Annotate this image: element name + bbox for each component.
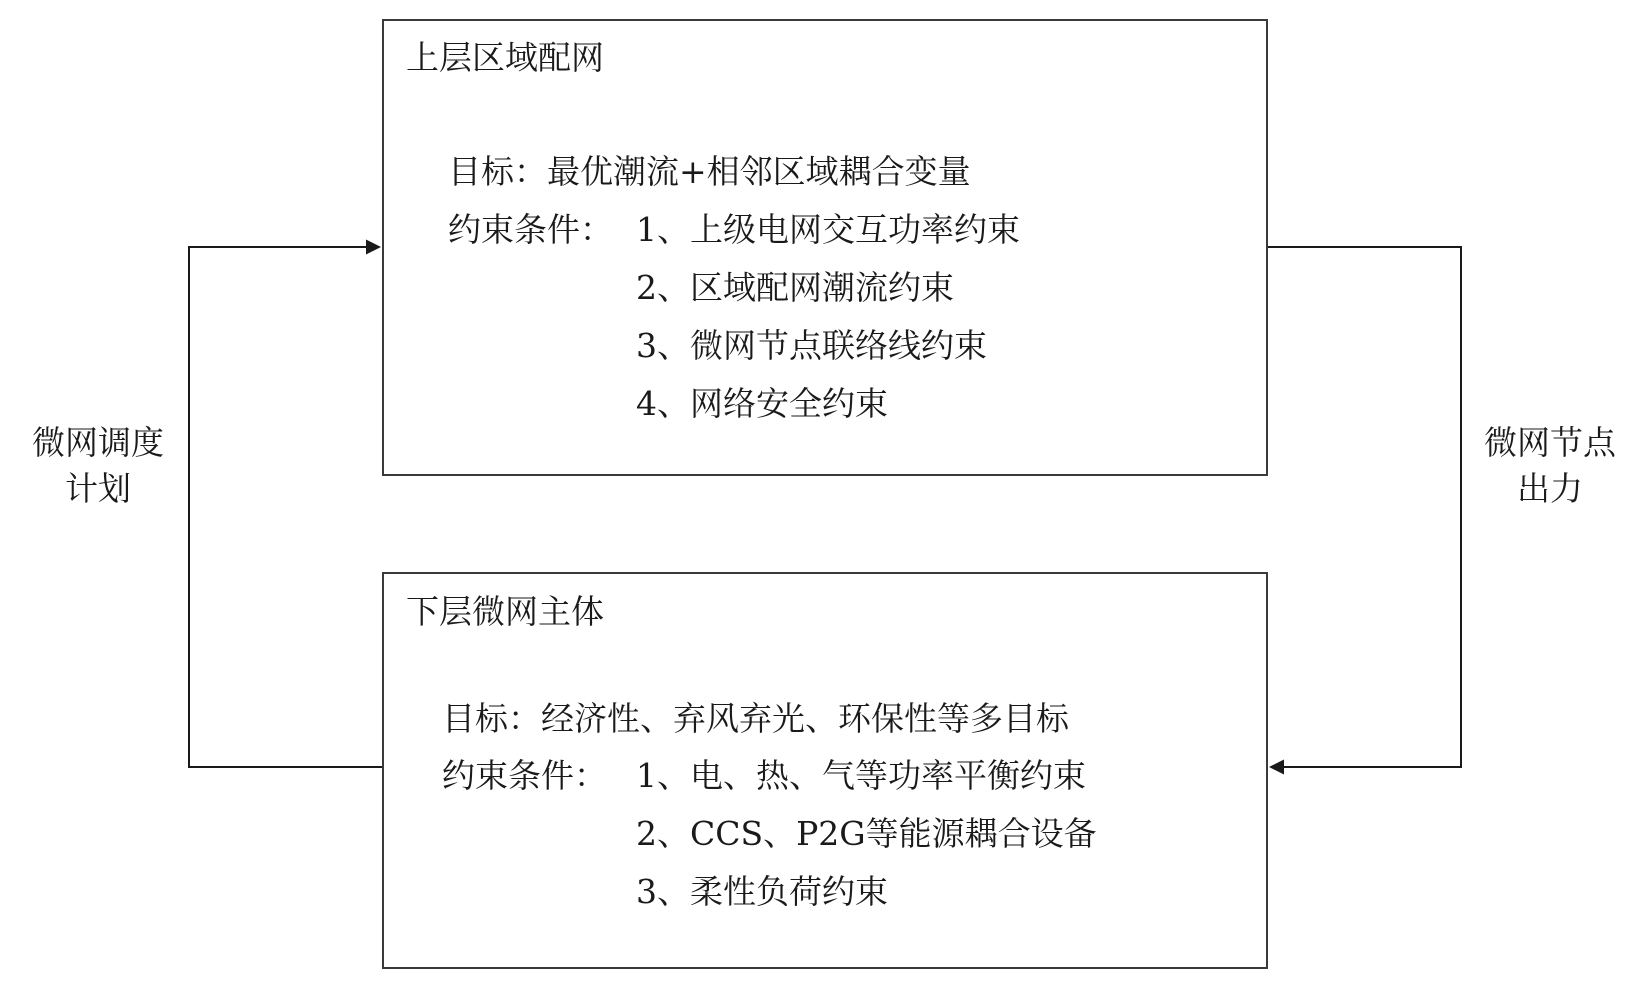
lower-constraint-item: 3、柔性负荷约束 bbox=[636, 872, 888, 911]
left-label-line2: 计划 bbox=[65, 469, 131, 508]
upper-objective: 目标：最优潮流+相邻区域耦合变量 bbox=[448, 152, 971, 191]
left-label-line1: 微网调度 bbox=[32, 423, 164, 462]
upper-constraint-item: 1、上级电网交互功率约束 bbox=[636, 210, 1020, 249]
left-connector-line bbox=[189, 247, 382, 767]
lower-constraint-item: 2、CCS、P2G等能源耦合设备 bbox=[636, 814, 1097, 853]
lower-constraints-label: 约束条件： bbox=[442, 756, 607, 795]
lower-box-title: 下层微网主体 bbox=[406, 592, 604, 631]
upper-constraint-item: 3、微网节点联络线约束 bbox=[636, 326, 987, 365]
left-arrowhead bbox=[366, 240, 381, 255]
right-arrowhead bbox=[1269, 760, 1284, 775]
right-label-line1: 微网节点 bbox=[1484, 423, 1616, 462]
right-connector-line bbox=[1268, 247, 1461, 767]
upper-constraint-item: 2、区域配网潮流约束 bbox=[636, 268, 954, 307]
upper-box-title: 上层区域配网 bbox=[406, 38, 604, 77]
lower-objective: 目标：经济性、弃风弃光、环保性等多目标 bbox=[442, 699, 1069, 738]
upper-constraints-label: 约束条件： bbox=[448, 210, 613, 249]
upper-constraint-item: 4、网络安全约束 bbox=[636, 384, 888, 423]
left-side-label bbox=[8, 420, 188, 512]
right-label-line2: 出力 bbox=[1517, 469, 1583, 508]
right-side-label bbox=[1460, 420, 1640, 512]
lower-constraint-item: 1、电、热、气等功率平衡约束 bbox=[636, 756, 1086, 795]
